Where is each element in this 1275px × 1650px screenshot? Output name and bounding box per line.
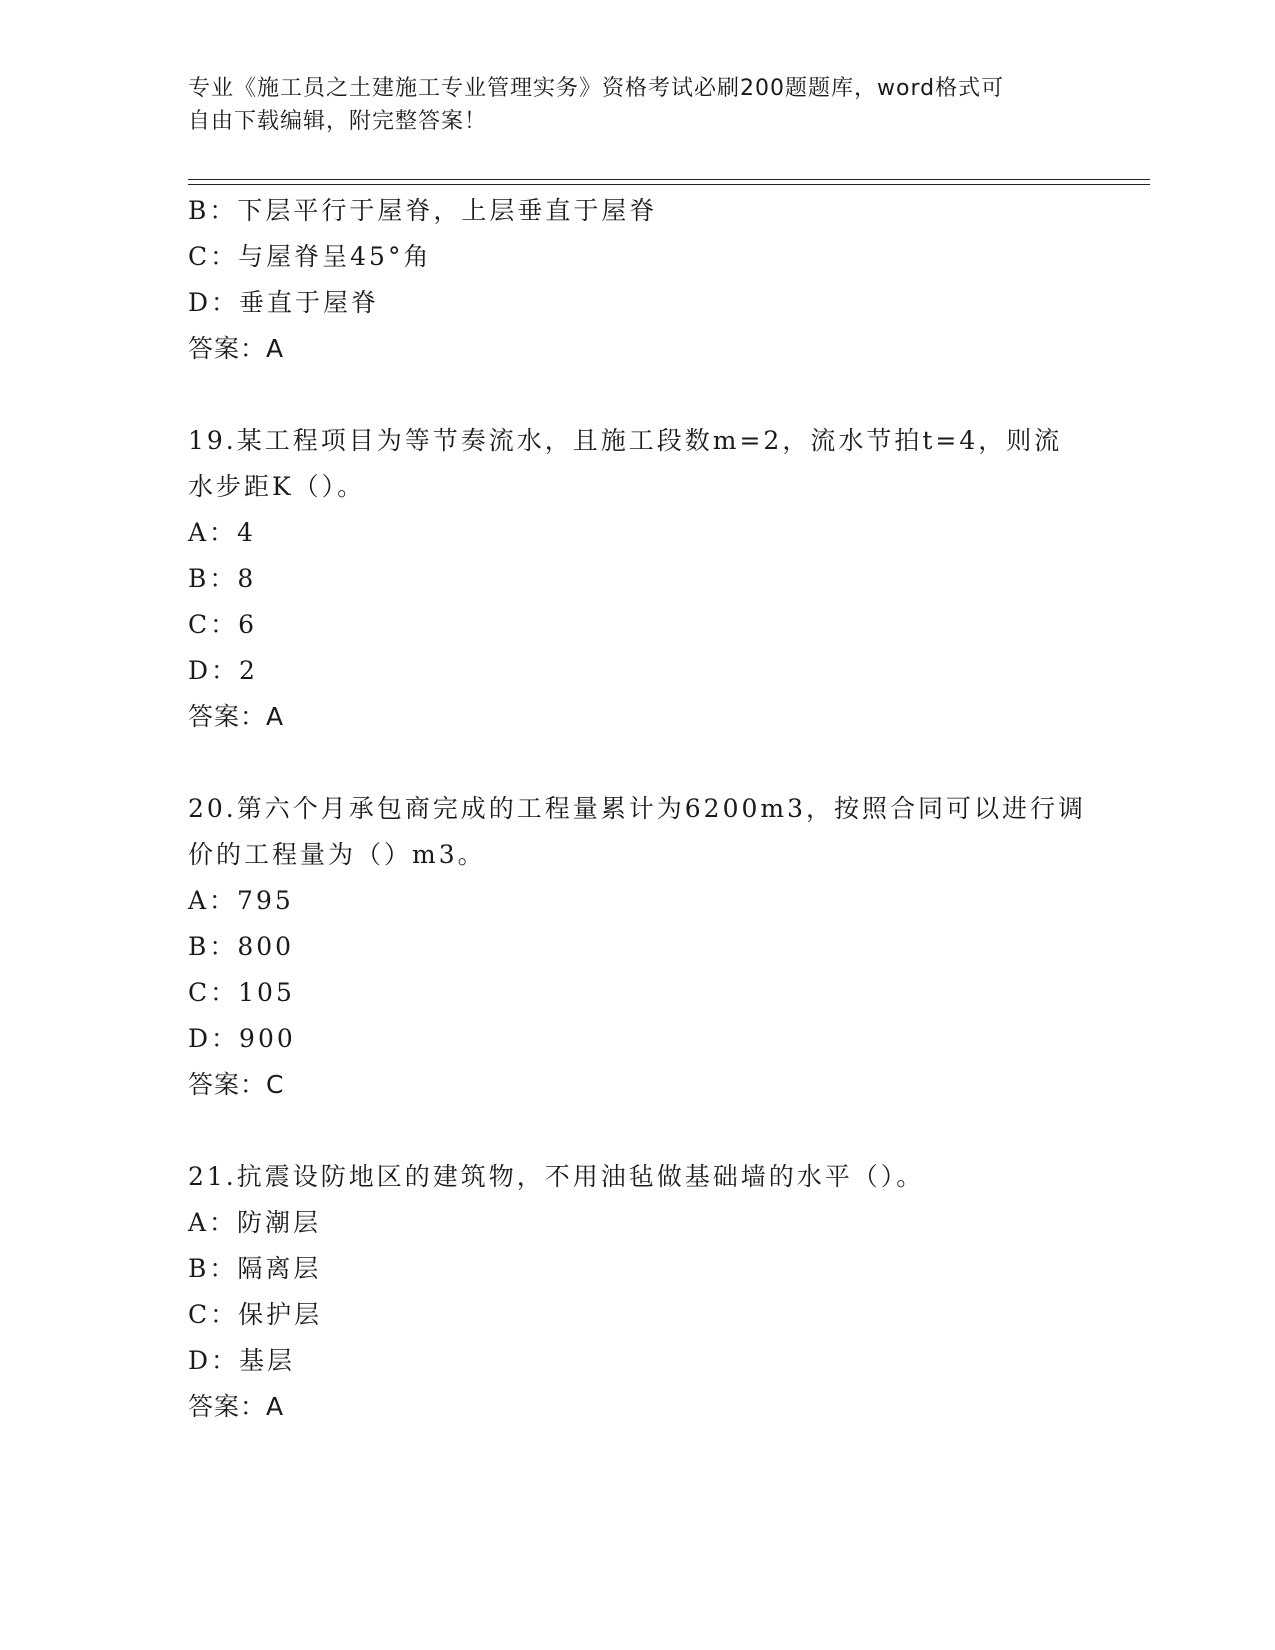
answer-line: 答案：C xyxy=(188,1070,285,1099)
answer-line: 答案：A xyxy=(188,334,285,363)
option-c: C：6 xyxy=(188,610,258,639)
option-a: A：防潮层 xyxy=(188,1208,322,1237)
header-line-2: 自由下载编辑，附完整答案！ xyxy=(188,109,488,134)
question-stem-continued: 价的工程量为（）m3。 xyxy=(188,840,486,869)
option-d: D：垂直于屋脊 xyxy=(188,288,380,317)
option-c: C：与屋脊呈45°角 xyxy=(188,242,432,271)
option-d: D：2 xyxy=(188,656,258,685)
answer-line: 答案：A xyxy=(188,1392,285,1421)
option-b: B：800 xyxy=(188,932,295,961)
option-b: B：隔离层 xyxy=(188,1254,322,1283)
option-b: B：下层平行于屋脊，上层垂直于屋脊 xyxy=(188,196,658,225)
header-line-1: 专业《施工员之土建施工专业管理实务》资格考试必刷200题题库，word格式可 xyxy=(188,76,1005,101)
spacer xyxy=(188,1108,1088,1154)
question-stem: 21.抗震设防地区的建筑物，不用油毡做基础墙的水平（）。 xyxy=(188,1162,925,1191)
option-c: C：保护层 xyxy=(188,1300,323,1329)
option-a: A：4 xyxy=(188,518,256,547)
spacer xyxy=(188,372,1088,418)
question-stem: 19.某工程项目为等节奏流水，且施工段数m=2，流水节拍t=4，则流 xyxy=(188,426,1063,455)
option-c: C：105 xyxy=(188,978,295,1007)
option-d: D：900 xyxy=(188,1024,296,1053)
header-divider-top xyxy=(188,179,1150,180)
header-divider-bottom xyxy=(188,184,1150,185)
spacer xyxy=(188,740,1088,786)
question-18-fragment xyxy=(188,188,1088,372)
question-19 xyxy=(188,418,1088,740)
question-20 xyxy=(188,786,1088,1108)
question-stem: 20.第六个月承包商完成的工程量累计为6200m3，按照合同可以进行调 xyxy=(188,794,1086,823)
option-a: A：795 xyxy=(188,886,294,915)
question-list xyxy=(188,188,1088,1430)
document-header xyxy=(188,72,1068,138)
option-d: D：基层 xyxy=(188,1346,296,1375)
answer-line: 答案：A xyxy=(188,702,285,731)
question-stem-continued: 水步距K（）。 xyxy=(188,472,366,501)
question-21 xyxy=(188,1154,1088,1430)
option-b: B：8 xyxy=(188,564,257,593)
